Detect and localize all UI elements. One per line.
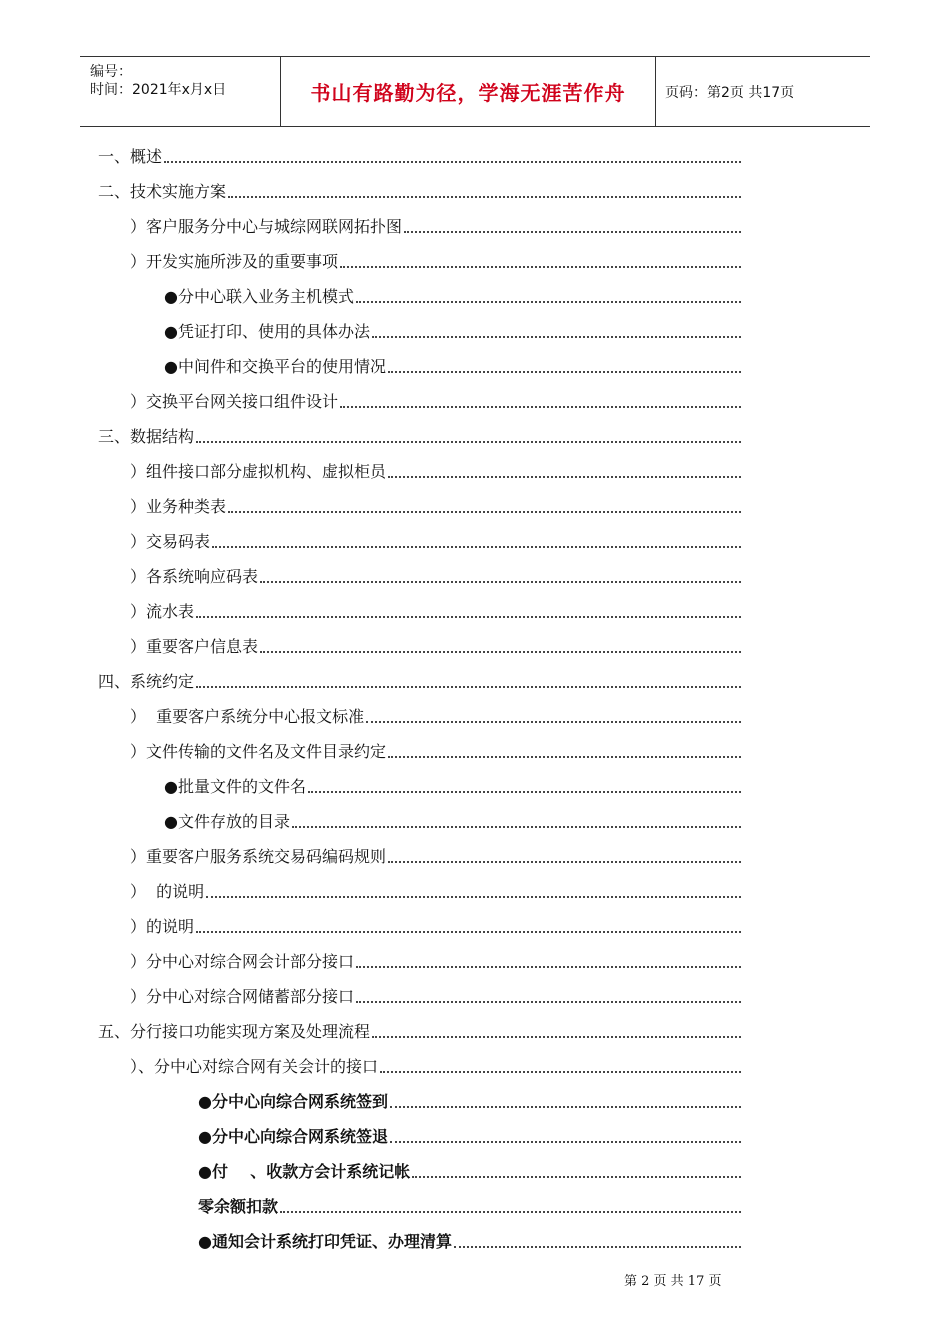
toc-entry[interactable]: ）组件接口部分虚拟机构、虚拟柜员: [130, 457, 741, 483]
toc-entry[interactable]: 零余额扣款: [198, 1192, 741, 1218]
toc-entry[interactable]: ●批量文件的文件名: [164, 772, 741, 798]
toc-entry[interactable]: ）分中心对综合网会计部分接口: [130, 947, 741, 973]
toc-entry[interactable]: 五、分行接口功能实现方案及处理流程: [98, 1017, 741, 1043]
toc-entry[interactable]: ） 重要客户系统分中心报文标准: [130, 702, 741, 728]
toc-entry[interactable]: ）业务种类表: [130, 492, 741, 518]
page-header: [80, 56, 870, 127]
page-info: 页码：第2页 共17页: [665, 84, 795, 101]
toc-entry[interactable]: ）交易码表: [130, 527, 741, 553]
number-label: 编号：: [90, 64, 132, 80]
header-left-cell: [80, 57, 280, 126]
toc-entry[interactable]: ）重要客户服务系统交易码编码规则: [130, 842, 741, 868]
toc-entry[interactable]: ●分中心联入业务主机模式: [164, 282, 741, 308]
toc-entry[interactable]: ●分中心向综合网系统签退: [198, 1122, 741, 1148]
toc-entry[interactable]: ）各系统响应码表: [130, 562, 741, 588]
toc-entry[interactable]: ●通知会计系统打印凭证、办理清算: [198, 1227, 741, 1253]
toc-entry[interactable]: ●文件存放的目录: [164, 807, 741, 833]
toc-entry[interactable]: ）文件传输的文件名及文件目录约定: [130, 737, 741, 763]
toc-entry[interactable]: 三、数据结构: [98, 422, 741, 448]
motto: 书山有路勤为径，学海无涯苦作舟: [310, 81, 626, 105]
toc-entry[interactable]: ）流水表: [130, 597, 741, 623]
toc-entry[interactable]: ）交换平台网关接口组件设计: [130, 387, 741, 413]
toc-entry[interactable]: 一、概述: [98, 142, 741, 168]
toc-entry[interactable]: 二、技术实施方案: [98, 177, 741, 203]
time-label: 时间：2021年x月x日: [90, 82, 227, 98]
toc-entry[interactable]: ）分中心对综合网储蓄部分接口: [130, 982, 741, 1008]
toc-entry[interactable]: ）、分中心对综合网有关会计的接口: [130, 1052, 741, 1078]
toc-entry[interactable]: 四、系统约定: [98, 667, 741, 693]
toc-entry[interactable]: ）客户服务分中心与城综网联网拓扑图: [130, 212, 741, 238]
page-footer: 第 2 页 共 17 页: [624, 1274, 722, 1289]
toc-entry[interactable]: ）重要客户信息表: [130, 632, 741, 658]
header-motto-cell: [280, 57, 656, 126]
toc-entry[interactable]: ●付 、收款方会计系统记帐: [198, 1157, 741, 1183]
toc-entry[interactable]: ●凭证打印、使用的具体办法: [164, 317, 741, 343]
toc-entry[interactable]: ●中间件和交换平台的使用情况: [164, 352, 741, 378]
toc-entry[interactable]: ）开发实施所涉及的重要事项: [130, 247, 741, 273]
header-page-cell: [655, 57, 870, 126]
toc-entry[interactable]: ） 的说明: [130, 877, 741, 903]
toc-entry[interactable]: ）的说明: [130, 912, 741, 938]
toc-entry[interactable]: ●分中心向综合网系统签到: [198, 1087, 741, 1113]
